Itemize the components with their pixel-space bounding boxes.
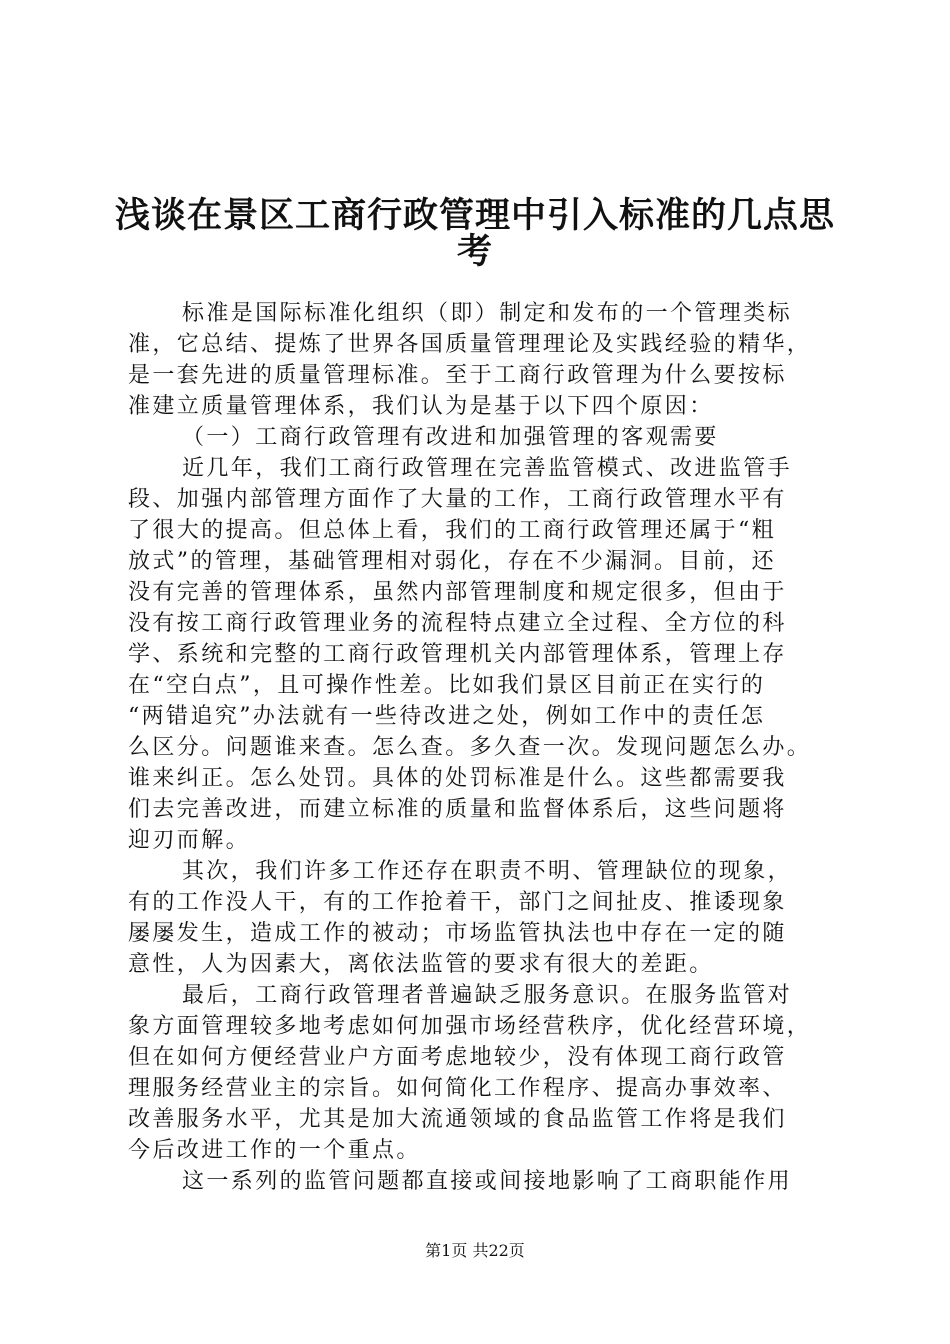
text-line: 象方面管理较多地考虑如何加强市场经营秩序，优化经营环境，	[128, 1014, 812, 1039]
text-line: 是一套先进的质量管理标准。至于工商行政管理为什么要按标	[128, 363, 787, 388]
page-number-footer: 第1页 共22页	[425, 1241, 525, 1260]
text-line: 了很大的提高。但总体上看，我们的工商行政管理还属于“粗	[128, 518, 777, 543]
text-line: 改善服务水平，尤其是加大流通领域的食品监管工作将是我们	[128, 1107, 787, 1132]
text-line: 段、加强内部管理方面作了大量的工作，工商行政管理水平有	[128, 487, 787, 512]
text-line: 准，它总结、提炼了世界各国质量管理理论及实践经验的精华，	[128, 332, 812, 357]
text-line: 最后，工商行政管理者普遍缺乏服务意识。在服务监管对	[182, 983, 793, 1008]
text-line: 么区分。问题谁来查。怎么查。多久查一次。发现问题怎么办。	[128, 735, 812, 760]
text-line: 学、系统和完整的工商行政管理机关内部管理体系，管理上存	[128, 642, 787, 667]
text-line: 迎刃而解。	[128, 828, 251, 853]
text-line: 意性，人为因素大，离依法监管的要求有很大的差距。	[128, 952, 714, 977]
document-title-line-1: 浅谈在景区工商行政管理中引入标准的几点思	[114, 195, 835, 236]
text-line: 标准是国际标准化组织（即）制定和发布的一个管理类标	[182, 301, 793, 326]
document-title-line-2: 考	[456, 231, 493, 272]
document-body	[128, 298, 840, 1197]
text-line: 没有按工商行政管理业务的流程特点建立全过程、全方位的科	[128, 611, 787, 636]
section-heading: （一）工商行政管理有改进和加强管理的客观需要	[182, 425, 719, 450]
text-line: 们去完善改进，而建立标准的质量和监督体系后，这些问题将	[128, 797, 787, 822]
text-line: 这一系列的监管问题都直接或间接地影响了工商职能作用	[182, 1169, 793, 1194]
text-line: 准建立质量管理体系，我们认为是基于以下四个原因：	[128, 394, 714, 419]
text-line: 但在如何方便经营业户方面考虑地较少，没有体现工商行政管	[128, 1045, 787, 1070]
text-line: “两错追究”办法就有一些待改进之处，例如工作中的责任怎	[128, 704, 766, 729]
text-line: 放式”的管理，基础管理相对弱化，存在不少漏洞。目前，还	[128, 549, 777, 574]
text-line: 其次，我们许多工作还存在职责不明、管理缺位的现象，	[182, 859, 793, 884]
text-line: 没有完善的管理体系，虽然内部管理制度和规定很多，但由于	[128, 580, 787, 605]
text-line: 理服务经营业主的宗旨。如何简化工作程序、提高办事效率、	[128, 1076, 787, 1101]
text-line: 在“空白点”，且可操作性差。比如我们景区目前正在实行的	[128, 673, 766, 698]
text-line: 谁来纠正。怎么处罚。具体的处罚标准是什么。这些都需要我	[128, 766, 787, 791]
text-line: 有的工作没人干，有的工作抢着干，部门之间扯皮、推诿现象	[128, 890, 787, 915]
text-line: 屡屡发生，造成工作的被动；市场监管执法也中存在一定的随	[128, 921, 787, 946]
text-line: 近几年，我们工商行政管理在完善监管模式、改进监管手	[182, 456, 793, 481]
text-line: 今后改进工作的一个重点。	[128, 1138, 421, 1163]
